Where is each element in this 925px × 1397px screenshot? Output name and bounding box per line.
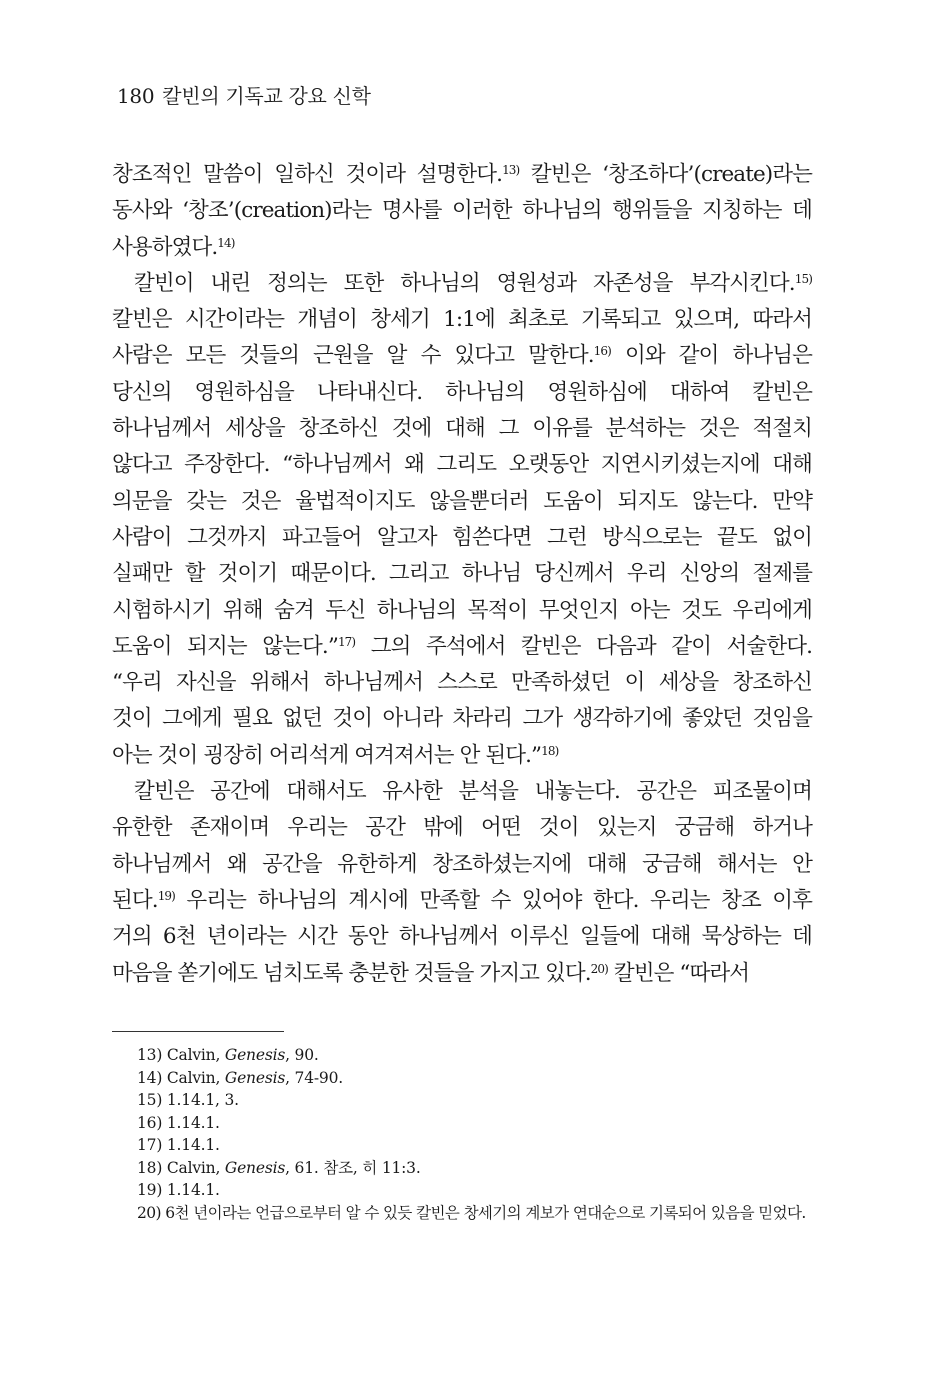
text-line [112,593,812,629]
text-run: 창조적인 말씀이 일하신 것이라 설명한다. [112,162,503,187]
body-text [112,157,812,992]
text-run: 도움이 되지는 않는다.” [112,633,338,659]
footnote-ref: 20) [590,961,608,976]
text-run: 사용하였다. [112,234,218,260]
text-line [112,338,812,374]
text-run: 않다고 주장한다. “하나님께서 왜 그리도 오랫동안 지연시키셨는지에 대해 [112,452,812,478]
text-run: 것이 그에게 필요 없던 것이 아니라 차라리 그가 생각하기에 좋았던 것임을 [112,706,812,732]
text-run: 16) 1.14.1. [137,1113,220,1132]
footnote [137,1089,827,1112]
text-line [112,738,812,774]
text-line [112,375,812,411]
text-run: 17) 1.14.1. [137,1136,220,1154]
footnote-ref: 15) [794,271,812,286]
footnote [137,1134,827,1157]
text-line [112,411,812,447]
text-line [112,484,812,520]
running-head [117,80,371,109]
book-title: Genesis [224,1068,286,1087]
text-run: 칼빈이 내린 정의는 또한 하나님의 영원성과 자존성을 부각시킨다. [134,270,795,296]
footnote-ref: 16) [593,344,611,359]
text-line [112,701,812,737]
footnote-ref: 14) [217,235,235,250]
text-line [112,230,812,266]
text-run: 동사와 ‘창조’(creation)라는 명사를 이러한 하나님의 행위들을 지칭하는 데 [112,198,812,224]
text-run: 그의 주석에서 칼빈은 다음과 같이 서술한다. [355,633,813,659]
page-number: 180 [117,84,155,108]
footnote-divider [112,1031,284,1032]
footnote [137,1112,827,1135]
text-run: 15) 1.14.1, 3. [137,1091,239,1109]
footnote-ref: 13) [502,163,520,177]
text-run: 14) Calvin, [137,1068,225,1087]
footnote-ref: 17) [337,634,356,649]
text-run: 19) 1.14.1. [137,1181,220,1199]
text-run: 의문을 갖는 것은 율법적이지도 않을뿐더러 도움이 되지도 않는다. 만약 [112,488,812,514]
text-run: 칼빈은 시간이라는 개념이 창세기 1:1에 최초로 기록되고 있으며, 따라서 [112,307,812,333]
footnote-ref: 19) [157,888,175,903]
text-run: 하나님께서 왜 공간을 유한하게 창조하셨는지에 대해 궁금해 해서는 안 [112,851,812,877]
text-run: 유한한 존재이며 우리는 공간 밖에 어떤 것이 있는지 궁금해 하거나 [112,815,812,841]
text-run: 당신의 영원하심을 나타내신다. 하나님의 영원하심에 대하여 칼빈은 [112,379,812,405]
footnote [137,1157,827,1180]
text-run: 사람은 모든 것들의 근원을 알 수 있다고 말한다. [112,343,594,369]
text-run: , 74-90. [285,1068,343,1087]
text-line [112,956,812,992]
footnote [137,1179,827,1202]
footnotes [137,1044,827,1224]
text-run: , 90. [285,1046,319,1064]
text-line [112,847,812,883]
text-run: 시험하시기 위해 숨겨 두신 하나님의 목적이 무엇인지 아는 것도 우리에게 [112,597,812,623]
text-line [112,302,812,338]
text-run: 마음을 쏟기에도 넘치도록 충분한 것들을 가지고 있다. [112,960,591,986]
text-run: 13) Calvin, [137,1046,225,1064]
text-line [112,919,812,955]
text-line [112,266,812,302]
footnote [137,1067,827,1090]
text-run: 하나님께서 세상을 창조하신 것에 대해 그 이유를 분석하는 것은 적절치 [112,416,812,442]
text-run: 20) 6천 년이라는 언급으로부터 알 수 있듯 칼빈은 창세기의 계보가 연대순으로 기록되어 있음을 믿었다. [137,1203,806,1222]
text-line [112,157,812,193]
text-run: 18) Calvin, [137,1158,225,1177]
footnote-ref: 18) [541,743,559,758]
text-run: 거의 6천 년이라는 시간 동안 하나님께서 이루신 일들에 대해 묵상하는 데 [112,924,812,950]
text-run: , 61. 참조, 히 11:3. [285,1158,421,1177]
running-title: 칼빈의 기독교 강요 신학 [162,84,371,108]
text-run: 된다. [112,887,158,913]
text-line [112,556,812,592]
text-line [112,774,812,810]
text-run: “우리 자신을 위해서 하나님께서 스스로 만족하셨던 이 세상을 창조하신 [112,670,812,696]
text-line [112,665,812,701]
footnote [137,1044,827,1067]
text-run: 칼빈은 ‘창조하다’(create)라는 [519,162,812,187]
text-run: 칼빈은 공간에 대해서도 유사한 분석을 내놓는다. 공간은 피조물이며 [134,779,812,805]
text-run: 우리는 하나님의 계시에 만족할 수 있어야 한다. 우리는 창조 이후 [174,887,812,913]
text-line [112,629,812,665]
text-line [112,193,812,229]
text-run: 아는 것이 굉장히 어리석게 여겨져서는 안 된다.” [112,742,542,768]
book-title: Genesis [224,1046,286,1064]
text-run: 이와 같이 하나님은 [610,343,812,369]
text-line [112,883,812,919]
text-line [112,447,812,483]
text-line [112,520,812,556]
text-run: 사람이 그것까지 파고들어 알고자 힘쓴다면 그런 방식으로는 끝도 없이 [112,524,812,550]
footnote [137,1202,827,1225]
book-title: Genesis [224,1158,286,1177]
text-line [112,810,812,846]
text-run: 칼빈은 “따라서 [607,960,750,986]
text-run: 실패만 할 것이기 때문이다. 그리고 하나님 당신께서 우리 신앙의 절제를 [112,561,812,587]
